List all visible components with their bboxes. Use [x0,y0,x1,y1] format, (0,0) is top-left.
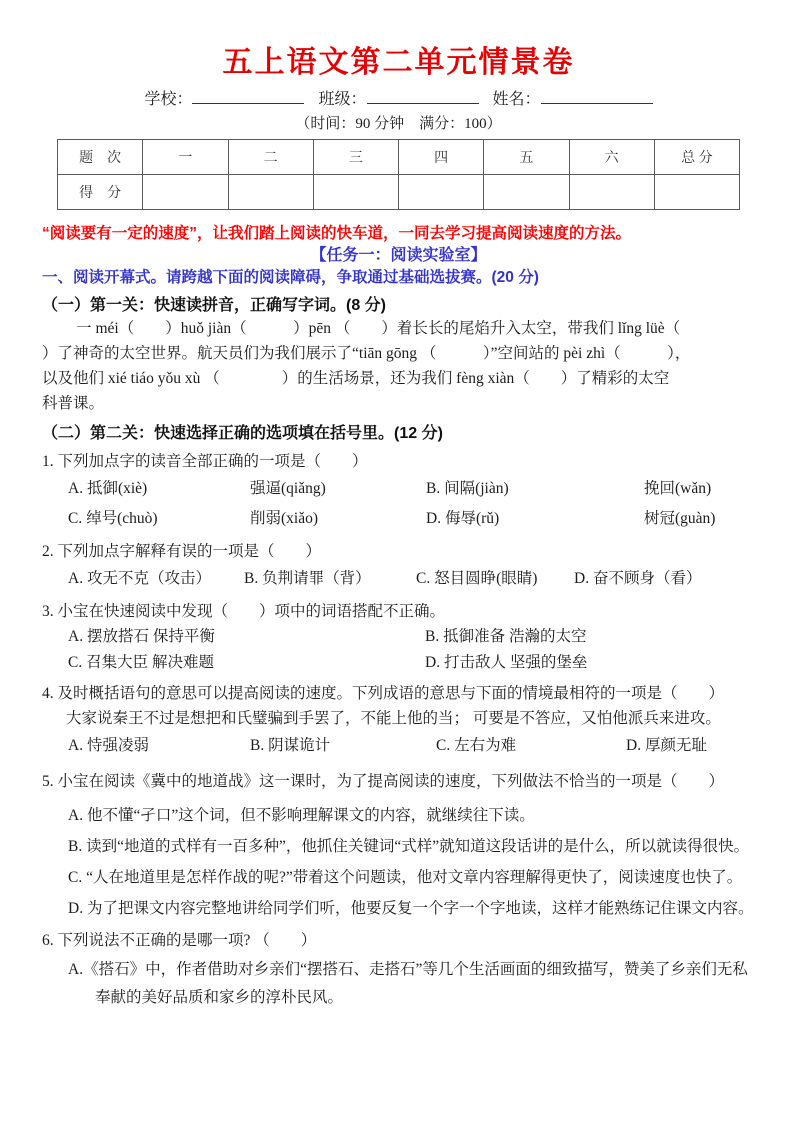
score-table-header-cell: 二 [228,140,313,175]
time-score-line: （时间：90 分钟 满分：100） [295,116,502,132]
option-item: 削弱(xiǎo) [250,510,319,527]
school-blank-line [192,100,304,104]
score-cell-empty [313,175,398,210]
school-label: 学校： [144,91,193,108]
option-item: 强逼(qiǎng) [250,480,326,497]
score-table-header-cell: 六 [569,140,654,175]
question-1-stem: 1. 下列加点字的读音全部正确的一项是（ ） [42,453,368,470]
student-info-row [42,90,755,110]
part1-line: 一 méi（ ）huǒ jiàn（ ）pēn （ ）着长长的尾焰升入太空，带我们 lǐng lüè（ [76,320,681,337]
question-3-stem: 3. 小宝在快速阅读中发现（ ）项中的词语搭配不正确。 [42,603,446,620]
option-item: C. “人在地道里是怎样作战的呢?”带着这个问题读，他对文章内容理解得更快了，阅读速度也快了。 [68,869,743,886]
question-2 [42,540,755,594]
score-table-header-cell: 三 [313,140,398,175]
option-item: 树冠(guàn) [644,510,716,527]
option-item: A. 他不懂“孑口”这个词，但不影响理解课文的内容，就继续往下读。 [68,807,535,824]
part1-line: 科普课。 [42,395,105,412]
part1-line: 以及他们 xié tiáo yǒu xù （ ）的生活场景，还为我们 fèng xiàn（ ）了精彩的太空 [42,370,670,387]
score-cell-empty [484,175,569,210]
option-item: A. 恃强凌弱 [68,737,149,754]
question-4 [42,682,755,760]
option-item: D. 奋不顾身（看） [574,570,702,587]
option-item: D. 厚颜无耻 [626,737,707,754]
question-3 [42,600,755,676]
score-cell-empty [654,175,739,210]
score-table-header-cell: 一 [143,140,228,175]
score-cell-empty [569,175,654,210]
name-label: 姓名： [492,91,541,108]
score-table-header-cell: 题 次 [58,140,143,175]
question-5-stem: 5. 小宝在阅读《冀中的地道战》这一课时，为了提高阅读的速度，下列做法不恰当的一项是（ ） [42,773,725,790]
name-field [493,90,653,110]
option-item: B. 阴谋诡计 [250,737,331,754]
school-field [144,90,304,110]
option-item: A. 抵御(xiè) [68,480,148,497]
option-item: A.《搭石》中，作者借助对乡亲们“摆搭石、走搭石”等几个生活画面的细致描写，赞美了乡亲们无私奉献的美好品质和家乡的淳朴民风。 [68,961,748,1006]
option-item: C. 召集大臣 解决难题 [68,654,214,671]
score-cell-empty [399,175,484,210]
question-1-options [42,474,755,534]
option-item: B. 读到“地道的式样有一百多种”，他抓住关键词“式样”就知道这段话讲的是什么，所以就读得很快。 [68,838,750,855]
score-table-score-row [58,175,740,210]
question-4-context: 大家说秦王不过是想把和氏璧骗到手罢了，不能上他的当； 可要是不答应，又怕他派兵来进攻。 [66,710,721,727]
intro-text: “阅读要有一定的速度”，让我们踏上阅读的快车道，一同去学习提高阅读速度的方法。 [42,225,632,242]
question-2-stem: 2. 下列加点字解释有误的一项是（ ） [42,543,322,560]
score-cell-empty [228,175,313,210]
score-table-header-cell: 五 [484,140,569,175]
score-cell-empty [143,175,228,210]
option-item: B. 间隔(jiàn) [426,480,509,497]
option-item: C. 左右为难 [436,737,517,754]
question-1 [42,450,755,534]
question-6-stem: 6. 下列说法不正确的是哪一项? （ ） [42,932,317,949]
score-table-header-row [58,140,740,175]
question-4-stem: 4. 及时概括语句的意思可以提高阅读的速度。下列成语的意思与下面的情境最相符的一项是（ ） [42,685,725,702]
class-label: 班级： [318,91,367,108]
class-field [318,90,478,110]
score-row-label: 得 分 [58,175,143,210]
score-table-header-cell: 总 分 [654,140,739,175]
question-4-options [42,732,755,760]
part2-heading: （二）第二关：快速选择正确的选项填在括号里。(12 分) [42,425,443,442]
class-blank-line [367,100,479,104]
option-item: A. 摆放搭石 保持平衡 [68,628,215,645]
question-2-options [42,564,755,594]
name-blank-line [541,100,653,104]
option-item: D. 为了把课文内容完整地讲给同学们听，他要反复一个字一个字地读，这样才能熟练记住课文内容。 [68,900,754,917]
option-item: A. 攻无不克（攻击） [68,570,211,587]
score-table-header-cell: 四 [399,140,484,175]
section1-heading: 一、阅读开幕式。请跨越下面的阅读障碍，争取通过基础选拔赛。(20 分) [42,269,539,286]
part1-paragraph [42,316,755,416]
option-item: C. 绰号(chuò) [68,510,158,527]
page-title: 五上语文第二单元情景卷 [222,46,575,79]
option-item: D. 侮辱(rǔ) [426,510,500,527]
question-5 [42,770,755,923]
question-3-options [42,624,755,676]
option-item: B. 抵御准备 浩瀚的太空 [425,628,587,645]
question-6 [42,929,755,1012]
option-item: C. 怒目圆睁(眼睛) [416,570,538,587]
option-item: B. 负荆请罪（背） [244,570,371,587]
score-table [57,139,740,210]
task1-banner: 【任务一：阅读实验室】 [310,247,487,264]
part1-heading: （一）第一关：快速读拼音，正确写字词。(8 分) [42,297,387,314]
part1-line: ）了神奇的太空世界。航天员们为我们展示了“tiān gōng （ ）”空间站的 pèi zhì（ ）， [42,345,691,362]
option-item: 挽回(wǎn) [644,480,712,497]
option-item: D. 打击敌人 坚强的堡垒 [425,654,588,671]
